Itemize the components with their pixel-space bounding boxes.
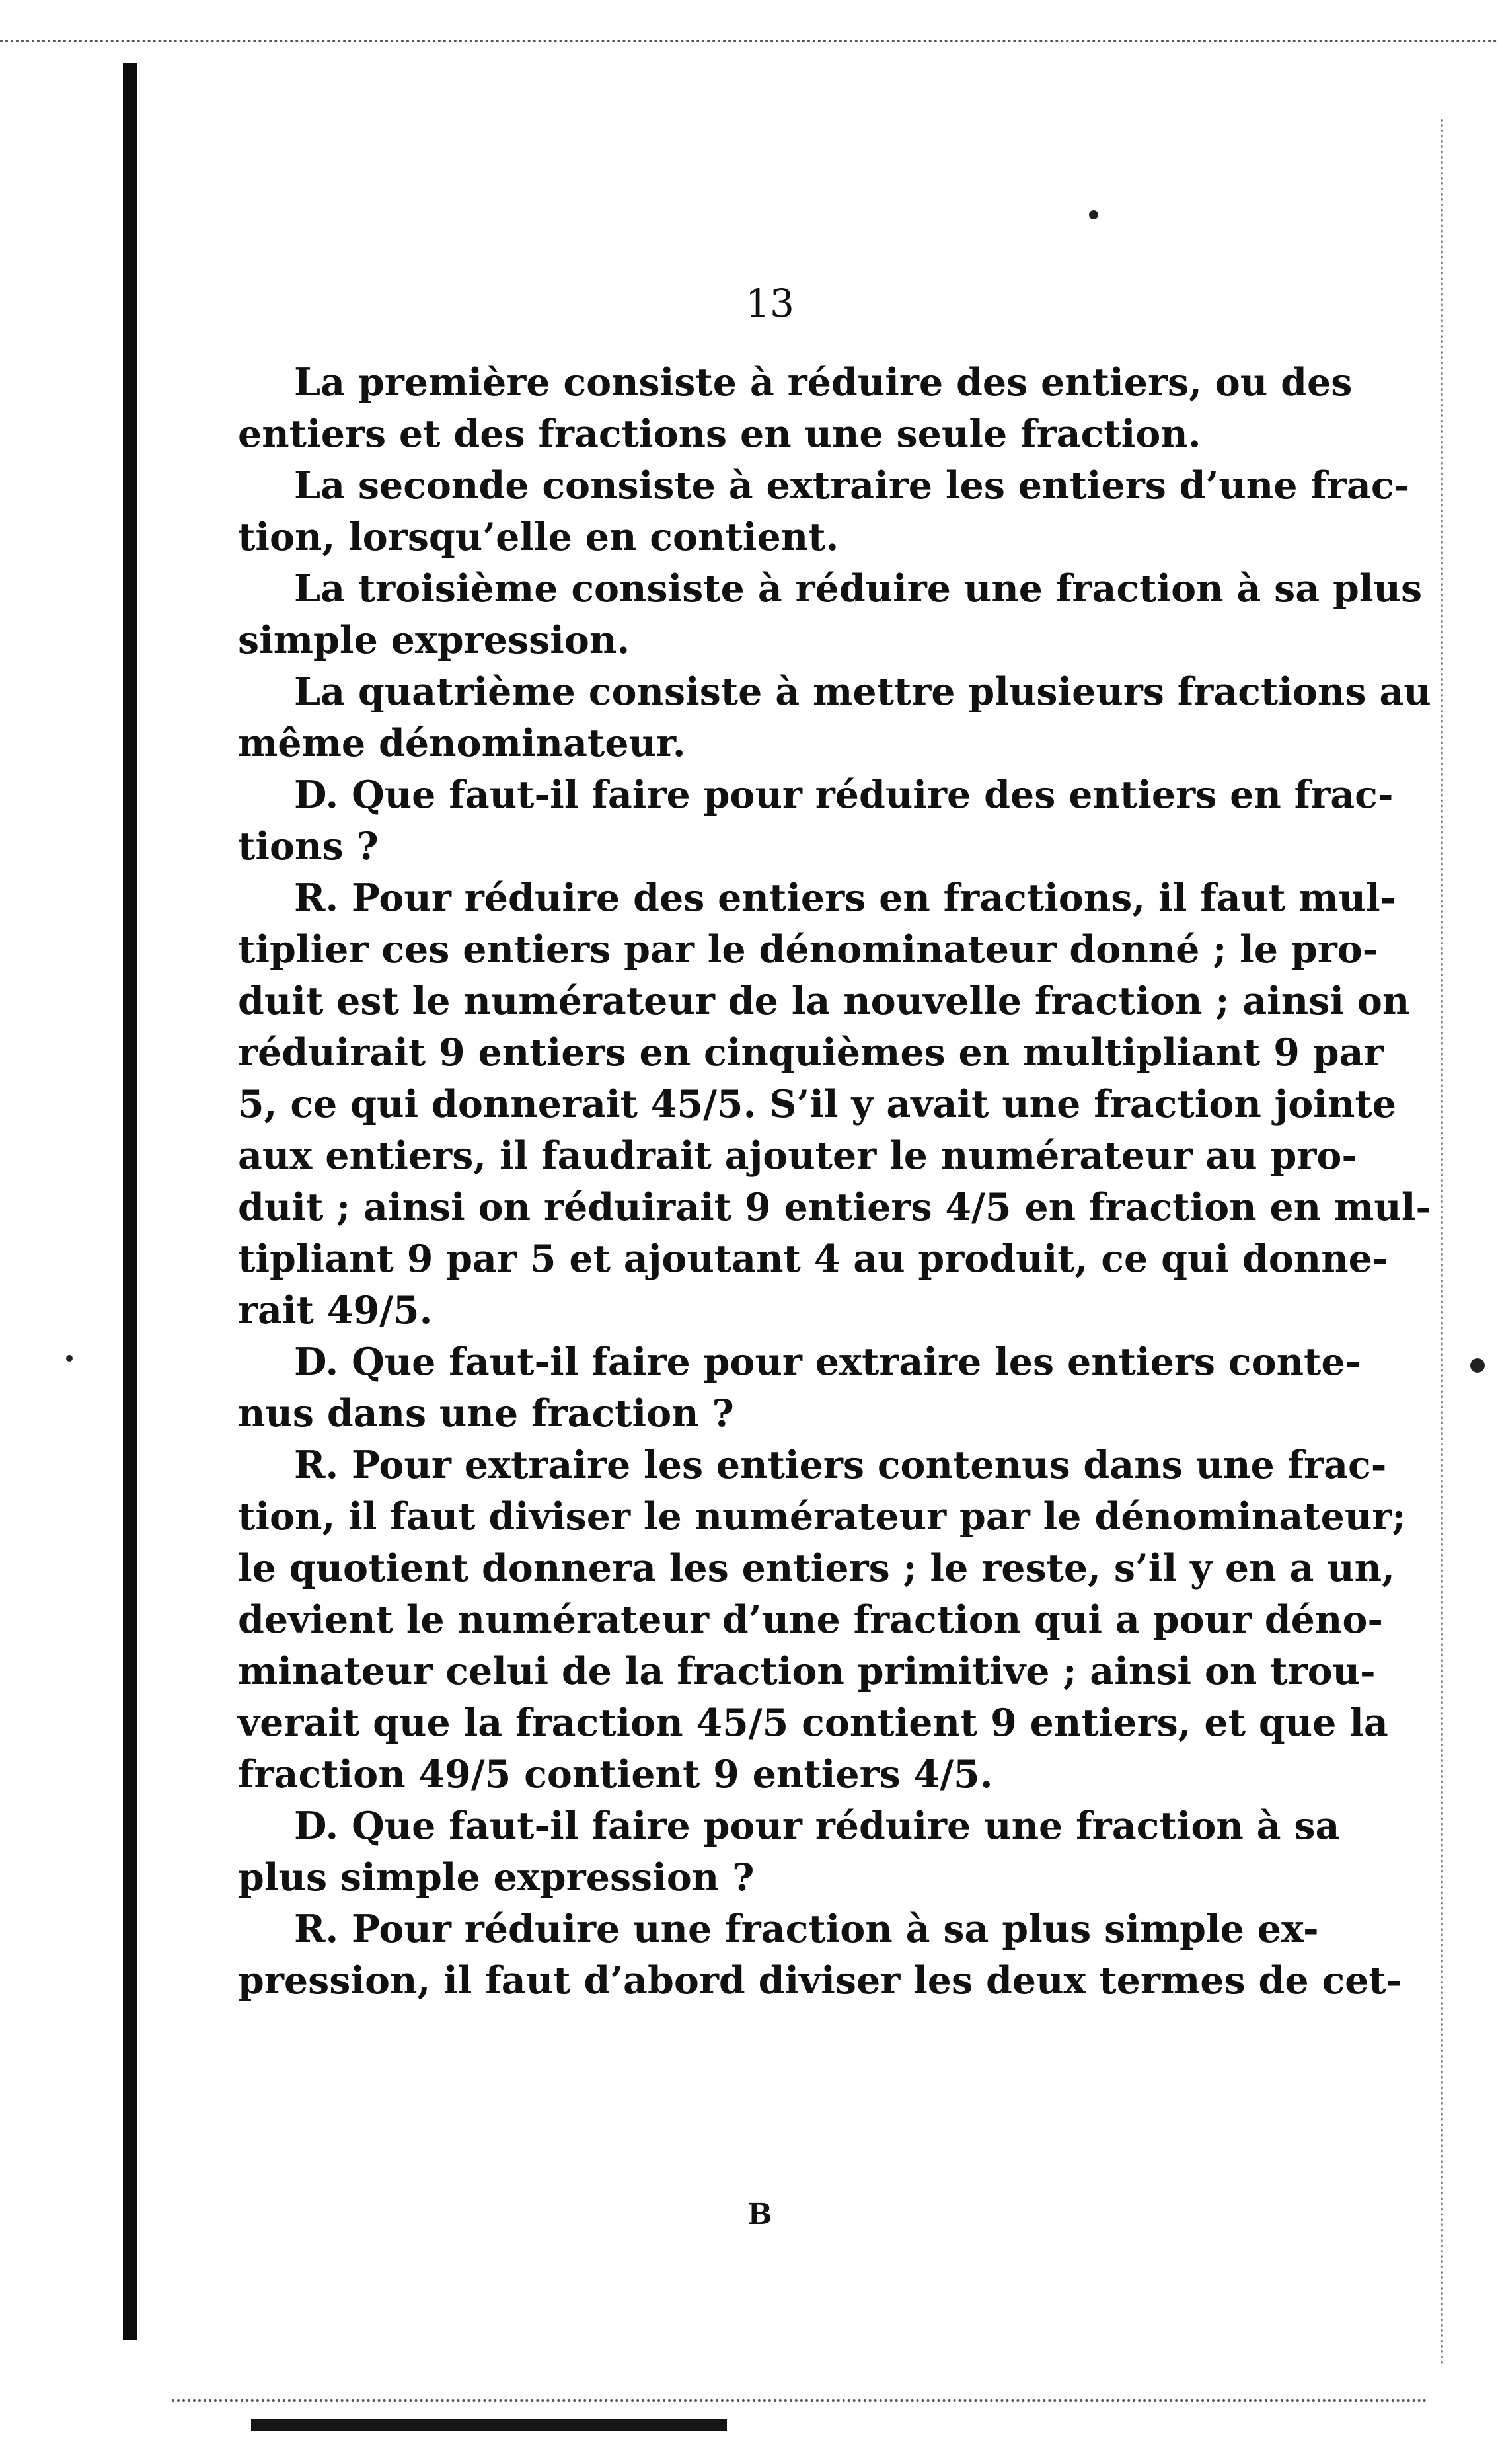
- text-line: simple expression.: [238, 618, 630, 662]
- text-line: R. Pour extraire les entiers contenus dans une frac-: [294, 1443, 1387, 1487]
- page-top-edge: [0, 40, 1498, 45]
- text-line: minateur celui de la fraction primitive ; ainsi on trou-: [238, 1649, 1376, 1693]
- page-right-edge: [1441, 119, 1445, 2366]
- text-line: D. Que faut-il faire pour réduire des entiers en frac-: [294, 773, 1394, 817]
- text-line: réduirait 9 entiers en cinquièmes en multipliant 9 par: [238, 1030, 1384, 1075]
- bottom-binding-bar: [251, 2419, 727, 2431]
- text-line: plus simple expression ?: [238, 1855, 755, 1900]
- body-text: [238, 357, 1432, 2007]
- text-line: nus dans une fraction ?: [238, 1391, 734, 1436]
- text-line: duit est le numérateur de la nouvelle fraction ; ainsi on: [238, 979, 1410, 1023]
- text-line: duit ; ainsi on réduirait 9 entiers 4/5 en fraction en mul-: [238, 1185, 1432, 1229]
- text-line: tion, lorsqu’elle en contient.: [238, 515, 839, 559]
- text-line: 5, ce qui donnerait 45/5. S’il y avait une fraction jointe: [238, 1082, 1397, 1126]
- text-line: pression, il faut d’abord diviser les deux termes de cet-: [238, 1958, 1402, 2003]
- text-line: tipliant 9 par 5 et ajoutant 4 au produit, ce qui donne-: [238, 1237, 1388, 1281]
- page-number: 13: [745, 281, 794, 326]
- signature-mark: B: [747, 2198, 772, 2231]
- text-line: fraction 49/5 contient 9 entiers 4/5.: [238, 1752, 993, 1796]
- page-bottom-edge: [172, 2399, 1427, 2405]
- scan-speck: [66, 1355, 73, 1362]
- text-line: le quotient donnera les entiers ; le reste, s’il y en a un,: [238, 1546, 1395, 1590]
- text-line: R. Pour réduire des entiers en fractions, il faut mul-: [294, 876, 1396, 920]
- text-line: La quatrième consiste à mettre plusieurs fractions au: [294, 670, 1431, 714]
- text-line: verait que la fraction 45/5 contient 9 entiers, et que la: [238, 1701, 1388, 1745]
- text-line: tions ?: [238, 824, 379, 868]
- text-line: même dénominateur.: [238, 721, 686, 765]
- text-line: La première consiste à réduire des entiers, ou des: [294, 360, 1353, 404]
- text-line: D. Que faut-il faire pour extraire les entiers conte-: [294, 1340, 1361, 1384]
- text-line: aux entiers, il faudrait ajouter le numérateur au pro-: [238, 1134, 1358, 1178]
- text-line: La troisième consiste à réduire une fraction à sa plus: [294, 566, 1423, 611]
- text-line: rait 49/5.: [238, 1288, 433, 1332]
- scan-speck: [1089, 210, 1098, 219]
- text-line: tiplier ces entiers par le dénominateur donné ; le pro-: [238, 927, 1378, 972]
- text-line: devient le numérateur d’une fraction qui a pour déno-: [238, 1598, 1384, 1642]
- text-line: La seconde consiste à extraire les entiers d’une frac-: [294, 463, 1410, 508]
- text-line: D. Que faut-il faire pour réduire une fraction à sa: [294, 1804, 1340, 1848]
- text-line: R. Pour réduire une fraction à sa plus simple ex-: [294, 1907, 1319, 1951]
- binding-spine: [123, 63, 137, 2340]
- text-line: tion, il faut diviser le numérateur par le dénominateur;: [238, 1494, 1406, 1539]
- text-line: entiers et des fractions en une seule fraction.: [238, 412, 1201, 456]
- scan-speck: [1470, 1358, 1485, 1373]
